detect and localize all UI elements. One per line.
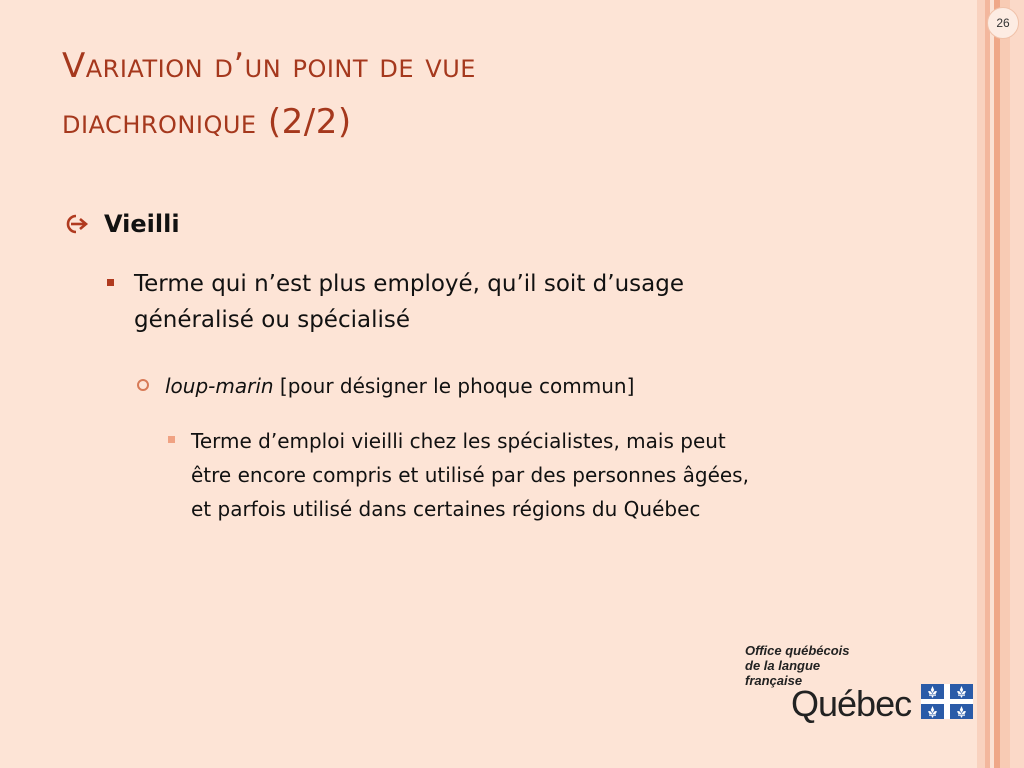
page-number <box>987 7 1019 39</box>
office-quebecois-logo <box>745 643 980 728</box>
bullet-level-1 <box>64 210 180 238</box>
bullet-level-4-text <box>191 424 749 526</box>
square-bullet-icon <box>107 279 114 286</box>
bullet-level-2-line: généralisé ou spécialisé <box>134 307 410 333</box>
page-number-text: 26 <box>996 16 1010 30</box>
bullet-level-1-text: Vieilli <box>104 210 180 238</box>
slide-title <box>62 38 942 150</box>
slide-title-line-1: Variation d’un point de vue <box>62 46 476 86</box>
bullet-level-2-line: Terme qui n’est plus employé, qu’il soit d’usage <box>134 271 684 297</box>
bullet-level-4-line: être encore compris et utilisé par des personnes âgées, <box>191 463 749 487</box>
quebec-flag-icon <box>921 684 973 719</box>
bullet-level-4-line: Terme d’emploi vieilli chez les spécialistes, mais peut <box>191 429 726 453</box>
slide-title-line-2: diachronique (2/2) <box>62 102 352 142</box>
decorative-stripe <box>1000 0 1010 768</box>
square-bullet-icon <box>168 436 175 443</box>
decorative-stripe <box>1010 0 1024 768</box>
logo-organization-name <box>745 643 850 688</box>
bullet-level-4 <box>168 424 908 526</box>
bullet-level-3-term: loup-marin <box>165 374 274 398</box>
logo-line: française <box>745 673 803 688</box>
logo-line: Office québécois <box>745 643 850 658</box>
circled-arrow-icon <box>64 211 90 237</box>
ring-bullet-icon <box>137 379 149 391</box>
bullet-level-3-text <box>165 370 634 402</box>
bullet-level-4-line: et parfois utilisé dans certaines régions du Québec <box>191 497 701 521</box>
logo-wordmark: Québec <box>791 683 912 724</box>
bullet-level-3-rest: [pour désigner le phoque commun] <box>273 374 635 398</box>
logo-line: de la langue <box>745 658 821 673</box>
bullet-level-2-text <box>134 266 684 338</box>
bullet-level-2 <box>107 266 867 338</box>
bullet-level-3 <box>137 370 897 402</box>
